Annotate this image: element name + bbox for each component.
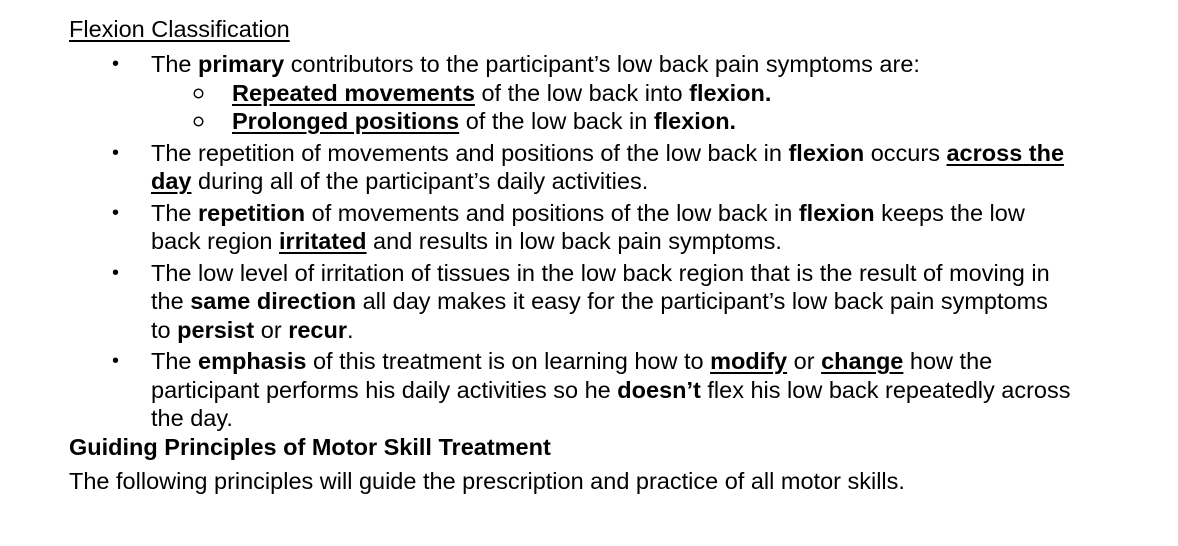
- intro-paragraph: The following principles will guide the prescription and practice of all motor skills.: [69, 468, 905, 494]
- text-run: or: [787, 348, 822, 374]
- bold-underlined-text: irritated: [279, 228, 367, 254]
- bold-underlined-text: across the: [946, 139, 1065, 166]
- hollow-circle-icon: [193, 79, 204, 108]
- bullet-dot-icon: •: [112, 350, 120, 372]
- text-run: of movements and positions of the low back in: [305, 199, 799, 226]
- text-run: to: [151, 316, 178, 343]
- bold-text: emphasis: [198, 348, 307, 374]
- bold-text: flexion.: [689, 79, 772, 106]
- text-run: of the low back into: [474, 79, 690, 106]
- bold-text: doesn’t: [617, 376, 701, 403]
- text-run: during all of the participant’s daily activities.: [191, 168, 649, 194]
- section-title: Flexion Classification: [69, 16, 290, 42]
- text-run: flex his low back repeatedly across: [700, 376, 1071, 403]
- bold-text: recur: [288, 316, 347, 343]
- bold-text: same direction: [190, 288, 357, 314]
- text-run: how the: [903, 348, 993, 374]
- bullet-item-3: [0, 199, 1178, 256]
- text-run: The: [151, 199, 199, 226]
- bold-underlined-text: change: [821, 348, 904, 374]
- bold-text: flexion: [788, 139, 865, 166]
- bullet-list: [0, 50, 1178, 433]
- bold-text: repetition: [198, 199, 306, 226]
- bullet-item-2: [0, 139, 1178, 196]
- bold-underlined-text: day: [151, 168, 192, 194]
- bullet-dot-icon: •: [112, 141, 120, 164]
- bold-underlined-text: Prolonged positions: [232, 108, 460, 134]
- bullet-dot-icon: •: [112, 201, 120, 224]
- text-run: the: [151, 288, 191, 314]
- text-run: participant performs his daily activities so he: [151, 376, 618, 403]
- text-run: The repetition of movements and positions of the low back in: [151, 139, 789, 166]
- bullet-item-1: [0, 50, 1178, 79]
- bullet-dot-icon: •: [112, 261, 120, 284]
- section-heading: Guiding Principles of Motor Skill Treatment: [69, 434, 551, 460]
- text-run: all day makes it easy for the participant’s low back pain symptoms: [356, 288, 1048, 314]
- text-run: and results in low back pain symptoms.: [366, 228, 782, 254]
- bold-text: flexion: [798, 199, 875, 226]
- bold-underlined-text: modify: [710, 348, 788, 374]
- bullet-dot-icon: •: [112, 53, 120, 75]
- bullet-item-4: [0, 259, 1178, 345]
- text-run: of the low back in: [459, 108, 654, 134]
- text-run: keeps the low: [874, 199, 1025, 226]
- bullet-item-5: [0, 347, 1178, 433]
- text-run: The low level of irritation of tissues in the low back region that is the result of moving in: [151, 259, 1050, 286]
- text-run: or: [254, 316, 289, 343]
- sub-bullet-item-1: [0, 79, 1178, 108]
- text-run: the day.: [151, 405, 233, 431]
- sub-bullet-item-2: [0, 107, 1178, 136]
- text-run: contributors to the participant’s low back pain symptoms are:: [284, 51, 920, 77]
- bold-text: persist: [177, 316, 255, 343]
- text-run: back region: [151, 228, 280, 254]
- text-run: occurs: [864, 139, 947, 166]
- bold-text: flexion.: [653, 108, 737, 134]
- text-run: .: [346, 316, 354, 343]
- text-run: The: [151, 51, 199, 77]
- text-run: The: [151, 348, 199, 374]
- hollow-circle-icon: [193, 107, 204, 136]
- text-run: of this treatment is on learning how to: [306, 348, 711, 374]
- bold-text: primary: [198, 51, 285, 77]
- bold-underlined-text: Repeated movements: [232, 79, 475, 106]
